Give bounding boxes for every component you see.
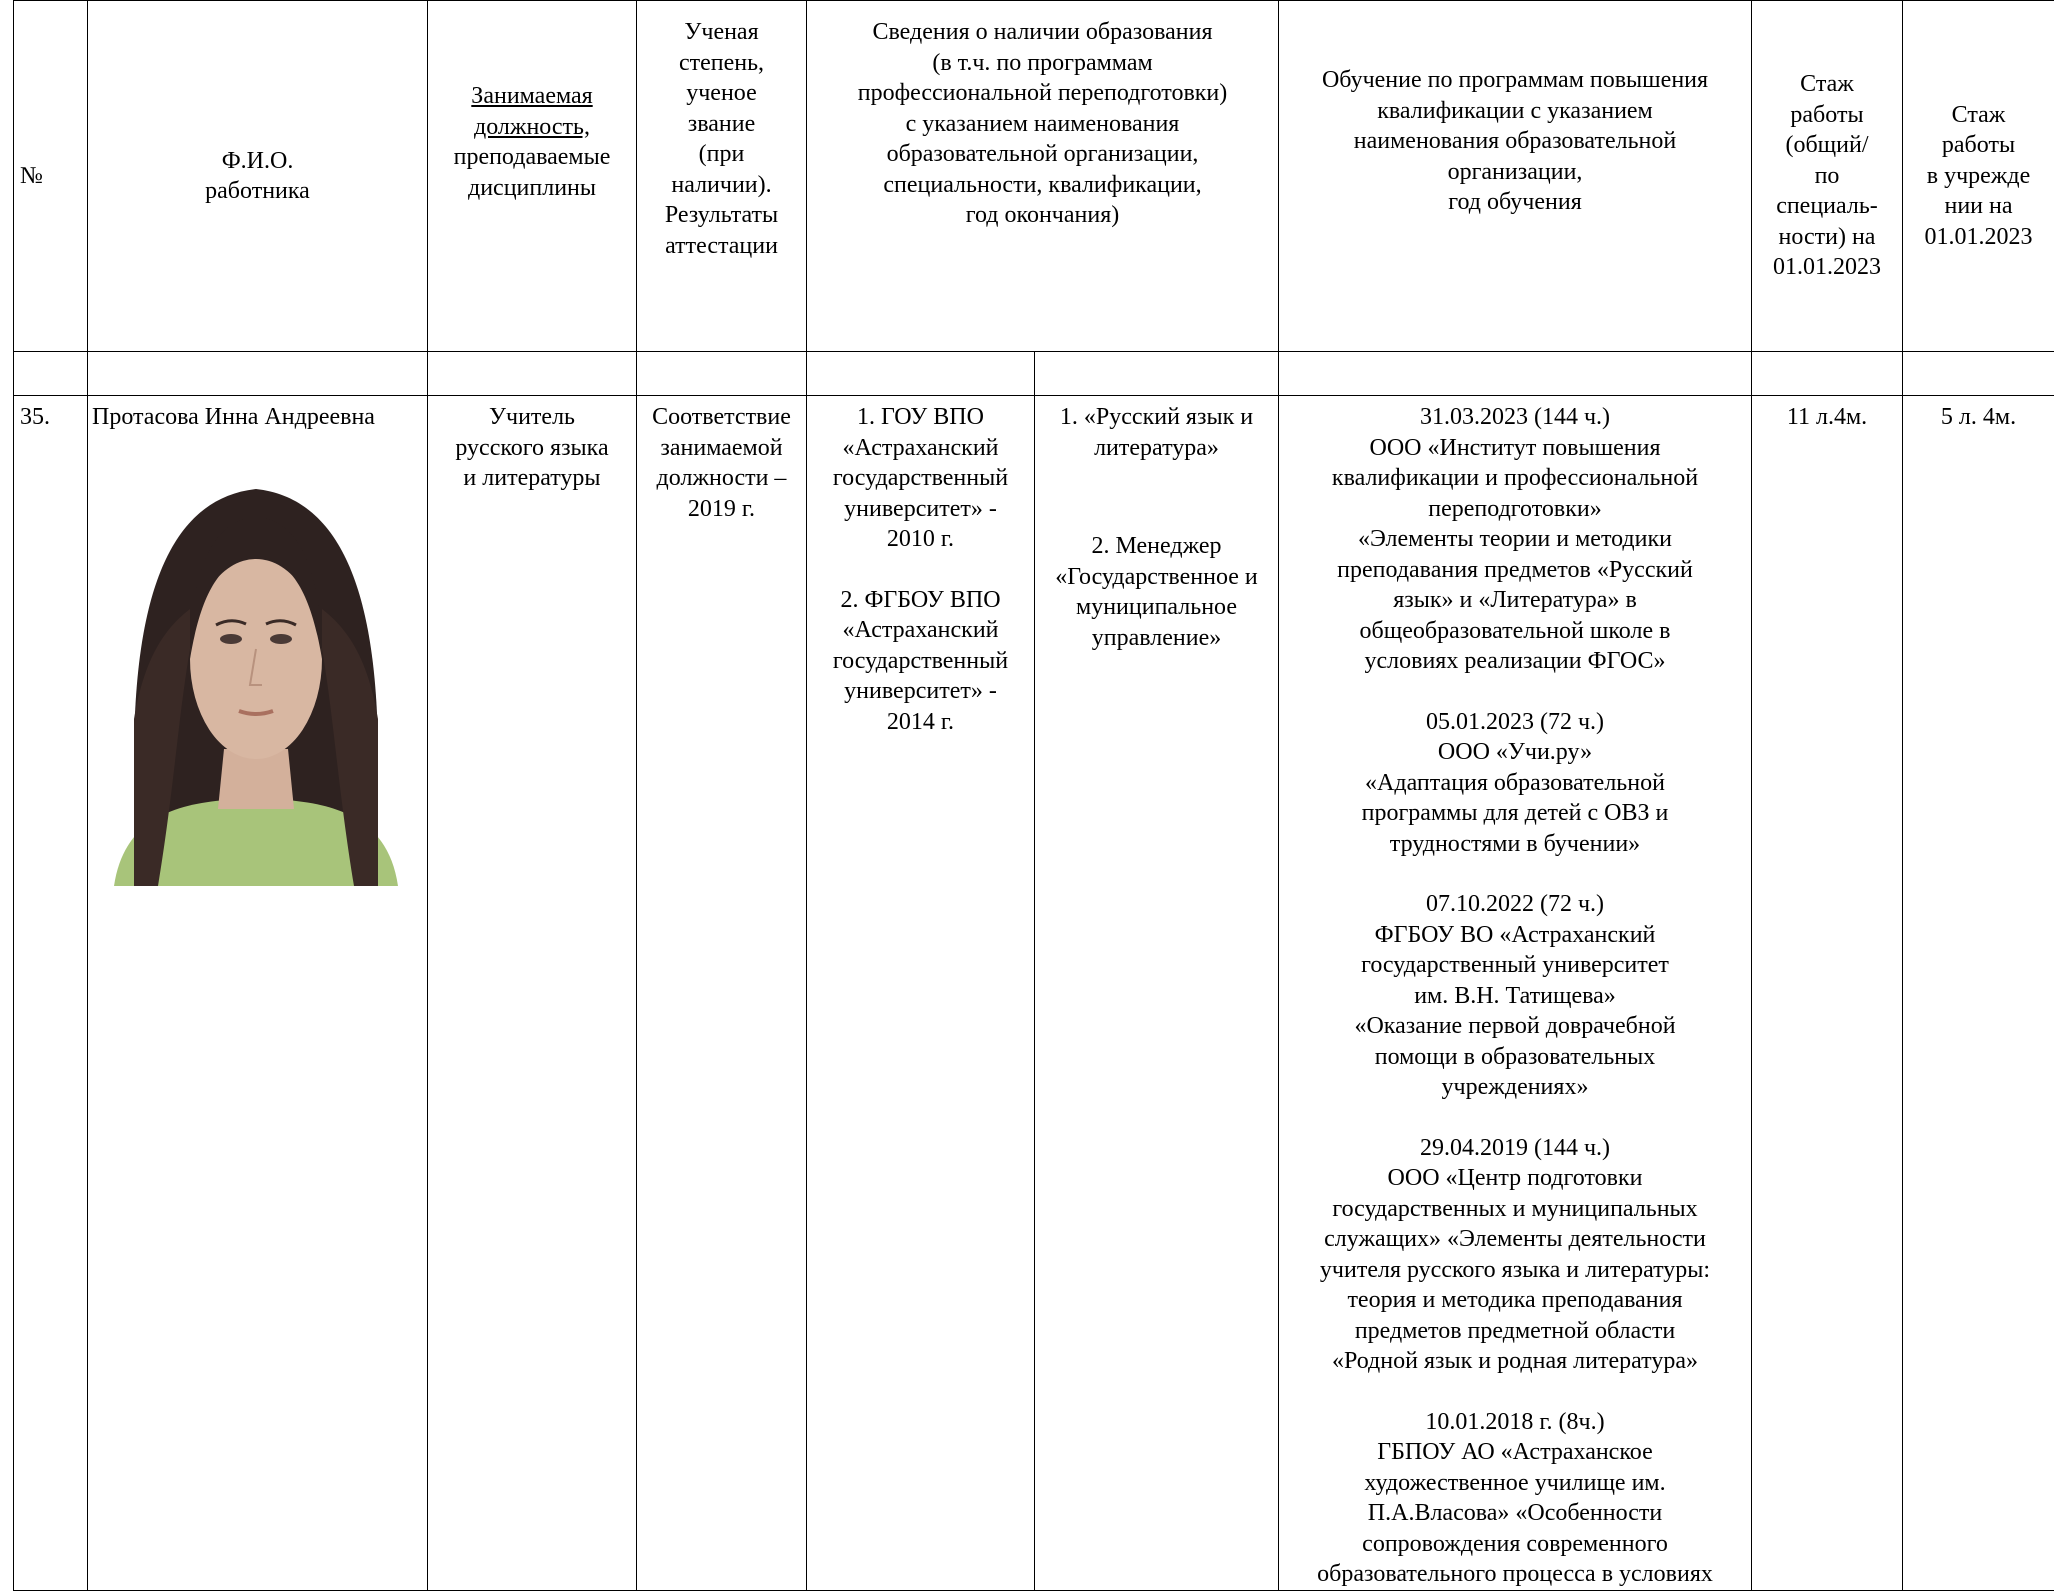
record-num-text: 35. xyxy=(20,404,50,430)
header-position-title-2: должность, xyxy=(474,114,590,140)
staff-table xyxy=(13,0,2054,1591)
education-institution-1: 1. ГОУ ВПО «Астраханский государственный университет» - 2010 г. xyxy=(811,402,1030,555)
record-name: Протасова Инна Андреевна xyxy=(92,402,423,433)
education-institution-2: 2. ФГБОУ ВПО «Астраханский государственный университет» - 2014 г. xyxy=(811,585,1030,738)
employee-photo xyxy=(94,459,418,886)
header-row xyxy=(14,1,2054,352)
table-row xyxy=(14,396,2054,1591)
header-experience-total xyxy=(1752,1,1903,352)
record-experience-org-cell xyxy=(1903,396,2054,1591)
header-degree xyxy=(637,1,807,352)
header-num-text: № xyxy=(20,163,43,189)
education-specialty-1: 1. «Русский язык и литература» xyxy=(1039,402,1274,463)
record-training-cell xyxy=(1279,396,1752,1591)
record-position: Учитель русского языка и литературы xyxy=(432,402,632,494)
education-spacer xyxy=(1039,463,1274,531)
header-training-text: Обучение по программам повышения квалификации с указанием наименования образовательной организации, год обучения xyxy=(1283,65,1747,218)
record-attestation: Соответствие занимаемой должности – 2019 г. xyxy=(641,402,802,524)
blank-cell xyxy=(88,352,428,396)
blank-cell xyxy=(1752,352,1903,396)
blank-cell xyxy=(1035,352,1279,396)
header-experience-total-text: Стаж работы (общий/ по специаль- ности) на 01.01.2023 xyxy=(1756,69,1898,283)
record-position-cell xyxy=(428,396,637,1591)
header-position-title: Занимаемая xyxy=(471,83,592,109)
header-fio-text: Ф.И.О. работника xyxy=(92,146,423,207)
blank-cell xyxy=(1903,352,2054,396)
record-experience-total: 11 л.4м. xyxy=(1787,404,1867,430)
record-experience-total-cell xyxy=(1752,396,1903,1591)
header-position-rest: преподаваемые дисциплины xyxy=(432,142,632,203)
header-degree-text: Ученая степень, ученое звание (при наличии). Результаты аттестации xyxy=(641,17,802,261)
blank-cell xyxy=(14,352,88,396)
training-item: 07.10.2022 (72 ч.) ФГБОУ ВО «Астраханский государственный университет им. В.Н. Татищева» «Оказание первой доврачебной помощи в образовательных учреждениях» xyxy=(1283,889,1747,1103)
blank-cell xyxy=(807,352,1035,396)
education-specialty-2: 2. Менеджер «Государственное и муниципальное управление» xyxy=(1039,531,1274,653)
record-experience-org: 5 л. 4м. xyxy=(1941,404,2016,430)
record-attestation-cell xyxy=(637,396,807,1591)
header-fio xyxy=(88,1,428,352)
header-experience-org xyxy=(1903,1,2054,352)
header-position xyxy=(428,1,637,352)
record-name-cell xyxy=(88,396,428,1591)
training-item: 29.04.2019 (144 ч.) ООО «Центр подготовки государственных и муниципальных служащих» «Элементы деятельности учителя русского языка и литературы: теория и методика преподавания предметов предметной области «Родной язык и родная литература» xyxy=(1283,1133,1747,1377)
record-education-institutions-cell xyxy=(807,396,1035,1591)
photo-right-eye xyxy=(270,634,292,644)
training-item: 05.01.2023 (72 ч.) ООО «Учи.ру» «Адаптация образовательной программы для детей с ОВЗ и трудностями в бучении» xyxy=(1283,707,1747,860)
blank-cell xyxy=(637,352,807,396)
blank-row xyxy=(14,352,2054,396)
header-education-text: Сведения о наличии образования (в т.ч. по программам профессиональной переподготовки) с указанием наименования образовательной организации, специальности, квалификации, год окончания) xyxy=(811,17,1274,231)
blank-cell xyxy=(428,352,637,396)
blank-cell xyxy=(1279,352,1752,396)
header-num xyxy=(14,1,88,352)
training-item: 10.01.2018 г. (8ч.) ГБПОУ АО «Астраханское художественное училище им. П.А.Власова» «Особенности сопровождения современного образовательного процесса в условиях xyxy=(1283,1407,1747,1590)
header-experience-org-text: Стаж работы в учрежде нии на 01.01.2023 xyxy=(1907,100,2050,253)
training-item: 31.03.2023 (144 ч.) ООО «Институт повышения квалификации и профессиональной переподготовки» «Элементы теории и методики преподавания предметов «Русский язык» и «Литература» в общеобразовательной школе в условиях реализации ФГОС» xyxy=(1283,402,1747,677)
header-education xyxy=(807,1,1279,352)
record-education-specialties-cell xyxy=(1035,396,1279,1591)
photo-left-eye xyxy=(220,634,242,644)
record-num xyxy=(14,396,88,1591)
header-training xyxy=(1279,1,1752,352)
